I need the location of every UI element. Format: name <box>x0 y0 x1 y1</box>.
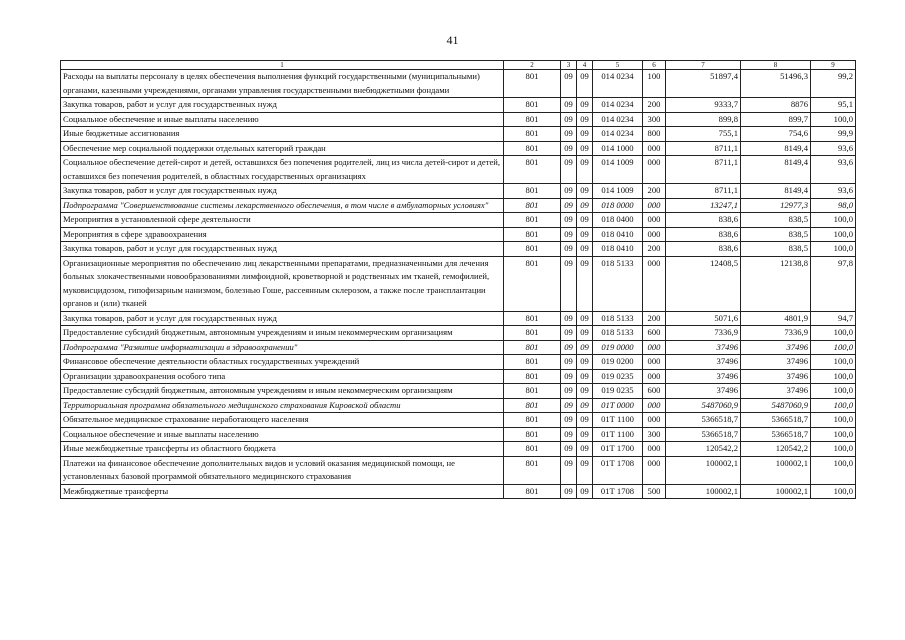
target-article-cell: 018 0410 <box>593 227 643 242</box>
column-header: 8 <box>741 61 811 70</box>
expense-type-cell: 000 <box>643 256 666 311</box>
executed-amount-cell: 37496 <box>741 355 811 370</box>
execution-percent-cell: 99,2 <box>811 70 856 98</box>
executed-amount-cell: 120542,2 <box>741 442 811 457</box>
row-name-cell: Социальное обеспечение и иные выплаты населению <box>61 112 504 127</box>
ministry-code-cell: 801 <box>504 369 561 384</box>
planned-amount-cell: 838,6 <box>666 213 741 228</box>
ministry-code-cell: 801 <box>504 413 561 428</box>
table-row <box>61 184 856 199</box>
planned-amount-cell: 755,1 <box>666 127 741 142</box>
planned-amount-cell: 51897,4 <box>666 70 741 98</box>
ministry-code-cell: 801 <box>504 98 561 113</box>
target-article-cell: 014 1009 <box>593 156 643 184</box>
planned-amount-cell: 8711,1 <box>666 184 741 199</box>
target-article-cell: 019 0235 <box>593 384 643 399</box>
target-article-cell: 018 0410 <box>593 242 643 257</box>
executed-amount-cell: 51496,3 <box>741 70 811 98</box>
target-article-cell: 018 0000 <box>593 198 643 213</box>
column-header: 9 <box>811 61 856 70</box>
subsection-cell: 09 <box>577 256 593 311</box>
expense-type-cell: 200 <box>643 184 666 199</box>
execution-percent-cell: 97,8 <box>811 256 856 311</box>
expense-type-cell: 000 <box>643 198 666 213</box>
section-cell: 09 <box>561 311 577 326</box>
ministry-code-cell: 801 <box>504 242 561 257</box>
execution-percent-cell: 100,0 <box>811 242 856 257</box>
table-row <box>61 340 856 355</box>
execution-percent-cell: 93,6 <box>811 156 856 184</box>
executed-amount-cell: 899,7 <box>741 112 811 127</box>
expense-type-cell: 000 <box>643 369 666 384</box>
expense-type-cell: 000 <box>643 413 666 428</box>
executed-amount-cell: 838,5 <box>741 227 811 242</box>
expense-type-cell: 000 <box>643 141 666 156</box>
planned-amount-cell: 5487060,9 <box>666 398 741 413</box>
section-cell: 09 <box>561 156 577 184</box>
ministry-code-cell: 801 <box>504 384 561 399</box>
executed-amount-cell: 8149,4 <box>741 184 811 199</box>
planned-amount-cell: 37496 <box>666 369 741 384</box>
table-row <box>61 242 856 257</box>
expense-type-cell: 000 <box>643 355 666 370</box>
budget-table <box>60 60 856 499</box>
subsection-cell: 09 <box>577 384 593 399</box>
table-row <box>61 227 856 242</box>
expense-type-cell: 600 <box>643 326 666 341</box>
ministry-code-cell: 801 <box>504 340 561 355</box>
row-name-cell: Социальное обеспечение и иные выплаты населению <box>61 427 504 442</box>
expense-type-cell: 000 <box>643 156 666 184</box>
executed-amount-cell: 12138,8 <box>741 256 811 311</box>
expense-type-cell: 200 <box>643 242 666 257</box>
subsection-cell: 09 <box>577 442 593 457</box>
planned-amount-cell: 8711,1 <box>666 141 741 156</box>
expense-type-cell: 000 <box>643 340 666 355</box>
planned-amount-cell: 7336,9 <box>666 326 741 341</box>
row-name-cell: Закупка товаров, работ и услуг для государственных нужд <box>61 311 504 326</box>
target-article-cell: 019 0000 <box>593 340 643 355</box>
section-cell: 09 <box>561 198 577 213</box>
section-cell: 09 <box>561 369 577 384</box>
subsection-cell: 09 <box>577 326 593 341</box>
table-row <box>61 355 856 370</box>
target-article-cell: 018 5133 <box>593 256 643 311</box>
executed-amount-cell: 8876 <box>741 98 811 113</box>
row-name-cell: Подпрограмма "Развитие информатизации в здравоохранении" <box>61 340 504 355</box>
planned-amount-cell: 12408,5 <box>666 256 741 311</box>
ministry-code-cell: 801 <box>504 156 561 184</box>
section-cell: 09 <box>561 112 577 127</box>
subsection-cell: 09 <box>577 398 593 413</box>
planned-amount-cell: 838,6 <box>666 242 741 257</box>
ministry-code-cell: 801 <box>504 427 561 442</box>
executed-amount-cell: 100002,1 <box>741 456 811 484</box>
execution-percent-cell: 100,0 <box>811 442 856 457</box>
row-name-cell: Расходы на выплаты персоналу в целях обеспечения выполнения функций государственными (муниципальными) органами, казенными учреждениями, органами управления государственными внебюджетными фондами <box>61 70 504 98</box>
target-article-cell: 014 1009 <box>593 184 643 199</box>
table-row <box>61 427 856 442</box>
expense-type-cell: 000 <box>643 442 666 457</box>
ministry-code-cell: 801 <box>504 256 561 311</box>
table-row <box>61 442 856 457</box>
subsection-cell: 09 <box>577 340 593 355</box>
expense-type-cell: 500 <box>643 484 666 499</box>
row-name-cell: Мероприятия в установленной сфере деятельности <box>61 213 504 228</box>
row-name-cell: Иные бюджетные ассигнования <box>61 127 504 142</box>
table-row <box>61 141 856 156</box>
section-cell: 09 <box>561 184 577 199</box>
subsection-cell: 09 <box>577 213 593 228</box>
subsection-cell: 09 <box>577 227 593 242</box>
execution-percent-cell: 93,6 <box>811 141 856 156</box>
table-row <box>61 413 856 428</box>
subsection-cell: 09 <box>577 427 593 442</box>
ministry-code-cell: 801 <box>504 112 561 127</box>
section-cell: 09 <box>561 70 577 98</box>
section-cell: 09 <box>561 141 577 156</box>
column-header: 2 <box>504 61 561 70</box>
subsection-cell: 09 <box>577 198 593 213</box>
section-cell: 09 <box>561 355 577 370</box>
execution-percent-cell: 100,0 <box>811 384 856 399</box>
section-cell: 09 <box>561 413 577 428</box>
execution-percent-cell: 95,1 <box>811 98 856 113</box>
table-row <box>61 98 856 113</box>
row-name-cell: Подпрограмма "Совершенствование системы лекарственного обеспечения, в том числе в амбулаторных условиях" <box>61 198 504 213</box>
subsection-cell: 09 <box>577 127 593 142</box>
planned-amount-cell: 37496 <box>666 340 741 355</box>
section-cell: 09 <box>561 456 577 484</box>
section-cell: 09 <box>561 256 577 311</box>
executed-amount-cell: 37496 <box>741 384 811 399</box>
planned-amount-cell: 37496 <box>666 384 741 399</box>
table-row <box>61 156 856 184</box>
table-row <box>61 198 856 213</box>
planned-amount-cell: 100002,1 <box>666 456 741 484</box>
row-name-cell: Закупка товаров, работ и услуг для государственных нужд <box>61 242 504 257</box>
ministry-code-cell: 801 <box>504 127 561 142</box>
section-cell: 09 <box>561 384 577 399</box>
target-article-cell: 01Т 1100 <box>593 427 643 442</box>
execution-percent-cell: 93,6 <box>811 184 856 199</box>
section-cell: 09 <box>561 442 577 457</box>
subsection-cell: 09 <box>577 456 593 484</box>
section-cell: 09 <box>561 227 577 242</box>
executed-amount-cell: 37496 <box>741 340 811 355</box>
expense-type-cell: 000 <box>643 398 666 413</box>
table-row <box>61 456 856 484</box>
column-header: 3 <box>561 61 577 70</box>
target-article-cell: 019 0200 <box>593 355 643 370</box>
subsection-cell: 09 <box>577 369 593 384</box>
execution-percent-cell: 100,0 <box>811 326 856 341</box>
executed-amount-cell: 5366518,7 <box>741 413 811 428</box>
target-article-cell: 01Т 1708 <box>593 484 643 499</box>
section-cell: 09 <box>561 127 577 142</box>
execution-percent-cell: 100,0 <box>811 456 856 484</box>
expense-type-cell: 200 <box>643 311 666 326</box>
row-name-cell: Обязательное медицинское страхование неработающего населения <box>61 413 504 428</box>
row-name-cell: Закупка товаров, работ и услуг для государственных нужд <box>61 184 504 199</box>
planned-amount-cell: 838,6 <box>666 227 741 242</box>
executed-amount-cell: 754,6 <box>741 127 811 142</box>
planned-amount-cell: 899,8 <box>666 112 741 127</box>
expense-type-cell: 000 <box>643 213 666 228</box>
subsection-cell: 09 <box>577 413 593 428</box>
target-article-cell: 014 1000 <box>593 141 643 156</box>
row-name-cell: Предоставление субсидий бюджетным, автономным учреждениям и иным некоммерческим организациям <box>61 384 504 399</box>
executed-amount-cell: 838,5 <box>741 242 811 257</box>
table-row <box>61 127 856 142</box>
table-row <box>61 326 856 341</box>
column-header: 7 <box>666 61 741 70</box>
subsection-cell: 09 <box>577 141 593 156</box>
execution-percent-cell: 100,0 <box>811 427 856 442</box>
ministry-code-cell: 801 <box>504 326 561 341</box>
target-article-cell: 014 0234 <box>593 127 643 142</box>
ministry-code-cell: 801 <box>504 355 561 370</box>
ministry-code-cell: 801 <box>504 442 561 457</box>
column-number-header-row <box>61 61 856 70</box>
table-row <box>61 213 856 228</box>
row-name-cell: Закупка товаров, работ и услуг для государственных нужд <box>61 98 504 113</box>
ministry-code-cell: 801 <box>504 311 561 326</box>
ministry-code-cell: 801 <box>504 456 561 484</box>
target-article-cell: 018 0400 <box>593 213 643 228</box>
target-article-cell: 01Т 1700 <box>593 442 643 457</box>
row-name-cell: Обеспечение мер социальной поддержки отдельных категорий граждан <box>61 141 504 156</box>
expense-type-cell: 300 <box>643 427 666 442</box>
expense-type-cell: 800 <box>643 127 666 142</box>
executed-amount-cell: 37496 <box>741 369 811 384</box>
planned-amount-cell: 5071,6 <box>666 311 741 326</box>
execution-percent-cell: 100,0 <box>811 413 856 428</box>
execution-percent-cell: 94,7 <box>811 311 856 326</box>
row-name-cell: Межбюджетные трансферты <box>61 484 504 499</box>
execution-percent-cell: 100,0 <box>811 398 856 413</box>
executed-amount-cell: 7336,9 <box>741 326 811 341</box>
section-cell: 09 <box>561 427 577 442</box>
row-name-cell: Предоставление субсидий бюджетным, автономным учреждениям и иным некоммерческим организациям <box>61 326 504 341</box>
ministry-code-cell: 801 <box>504 227 561 242</box>
planned-amount-cell: 8711,1 <box>666 156 741 184</box>
execution-percent-cell: 100,0 <box>811 484 856 499</box>
executed-amount-cell: 100002,1 <box>741 484 811 499</box>
row-name-cell: Платежи на финансовое обеспечение дополнительных видов и условий оказания медицинской помощи, не установленных базовой программой обязательного медицинского страхования <box>61 456 504 484</box>
expense-type-cell: 100 <box>643 70 666 98</box>
section-cell: 09 <box>561 326 577 341</box>
row-name-cell: Организации здравоохранения особого типа <box>61 369 504 384</box>
target-article-cell: 01Т 1708 <box>593 456 643 484</box>
execution-percent-cell: 100,0 <box>811 340 856 355</box>
section-cell: 09 <box>561 340 577 355</box>
ministry-code-cell: 801 <box>504 184 561 199</box>
section-cell: 09 <box>561 98 577 113</box>
executed-amount-cell: 5487060,9 <box>741 398 811 413</box>
executed-amount-cell: 8149,4 <box>741 141 811 156</box>
table-row <box>61 369 856 384</box>
planned-amount-cell: 100002,1 <box>666 484 741 499</box>
row-name-cell: Организационные мероприятия по обеспечению лиц лекарственными препаратами, предназначенными для лечения больных злокачественными новообразованиями лимфоидной, кроветворной и родственных им тканей, гемофилией, муковисцидозом, гипофизарным нанизмом, болезнью Гоше, рассеянным склерозом, а также после трансплантации органов и (или) тканей <box>61 256 504 311</box>
table-row <box>61 484 856 499</box>
target-article-cell: 01Т 1100 <box>593 413 643 428</box>
subsection-cell: 09 <box>577 311 593 326</box>
row-name-cell: Финансовое обеспечение деятельности областных государственных учреждений <box>61 355 504 370</box>
expense-type-cell: 000 <box>643 456 666 484</box>
target-article-cell: 018 5133 <box>593 311 643 326</box>
ministry-code-cell: 801 <box>504 398 561 413</box>
section-cell: 09 <box>561 484 577 499</box>
subsection-cell: 09 <box>577 112 593 127</box>
target-article-cell: 019 0235 <box>593 369 643 384</box>
planned-amount-cell: 5366518,7 <box>666 413 741 428</box>
column-header: 5 <box>593 61 643 70</box>
table-row <box>61 384 856 399</box>
executed-amount-cell: 4801,9 <box>741 311 811 326</box>
execution-percent-cell: 99,9 <box>811 127 856 142</box>
planned-amount-cell: 9333,7 <box>666 98 741 113</box>
planned-amount-cell: 13247,1 <box>666 198 741 213</box>
page-number: 41 <box>446 33 459 47</box>
table-body <box>61 70 856 499</box>
subsection-cell: 09 <box>577 156 593 184</box>
expense-type-cell: 300 <box>643 112 666 127</box>
subsection-cell: 09 <box>577 98 593 113</box>
table-row <box>61 398 856 413</box>
table-row <box>61 256 856 311</box>
column-header: 4 <box>577 61 593 70</box>
executed-amount-cell: 12977,3 <box>741 198 811 213</box>
section-cell: 09 <box>561 213 577 228</box>
ministry-code-cell: 801 <box>504 141 561 156</box>
subsection-cell: 09 <box>577 484 593 499</box>
subsection-cell: 09 <box>577 184 593 199</box>
target-article-cell: 014 0234 <box>593 112 643 127</box>
ministry-code-cell: 801 <box>504 213 561 228</box>
planned-amount-cell: 5366518,7 <box>666 427 741 442</box>
table-row <box>61 112 856 127</box>
ministry-code-cell: 801 <box>504 198 561 213</box>
section-cell: 09 <box>561 242 577 257</box>
expense-type-cell: 000 <box>643 227 666 242</box>
planned-amount-cell: 37496 <box>666 355 741 370</box>
target-article-cell: 014 0234 <box>593 70 643 98</box>
expense-type-cell: 200 <box>643 98 666 113</box>
column-header: 1 <box>61 61 504 70</box>
execution-percent-cell: 100,0 <box>811 355 856 370</box>
executed-amount-cell: 838,5 <box>741 213 811 228</box>
execution-percent-cell: 100,0 <box>811 227 856 242</box>
subsection-cell: 09 <box>577 242 593 257</box>
executed-amount-cell: 8149,4 <box>741 156 811 184</box>
row-name-cell: Мероприятия в сфере здравоохранения <box>61 227 504 242</box>
target-article-cell: 01Т 0000 <box>593 398 643 413</box>
section-cell: 09 <box>561 398 577 413</box>
execution-percent-cell: 98,0 <box>811 198 856 213</box>
row-name-cell: Социальное обеспечение детей-сирот и детей, оставшихся без попечения родителей, лиц из числа детей-сирот и детей, оставшихся без попечения родителей, в областных государственных организациях <box>61 156 504 184</box>
target-article-cell: 018 5133 <box>593 326 643 341</box>
planned-amount-cell: 120542,2 <box>666 442 741 457</box>
row-name-cell: Иные межбюджетные трансферты из областного бюджета <box>61 442 504 457</box>
executed-amount-cell: 5366518,7 <box>741 427 811 442</box>
target-article-cell: 014 0234 <box>593 98 643 113</box>
execution-percent-cell: 100,0 <box>811 112 856 127</box>
expense-type-cell: 600 <box>643 384 666 399</box>
table-row <box>61 70 856 98</box>
subsection-cell: 09 <box>577 70 593 98</box>
column-header: 6 <box>643 61 666 70</box>
execution-percent-cell: 100,0 <box>811 369 856 384</box>
ministry-code-cell: 801 <box>504 70 561 98</box>
ministry-code-cell: 801 <box>504 484 561 499</box>
execution-percent-cell: 100,0 <box>811 213 856 228</box>
subsection-cell: 09 <box>577 355 593 370</box>
table-row <box>61 311 856 326</box>
row-name-cell: Территориальная программа обязательного медицинского страхования Кировской области <box>61 398 504 413</box>
